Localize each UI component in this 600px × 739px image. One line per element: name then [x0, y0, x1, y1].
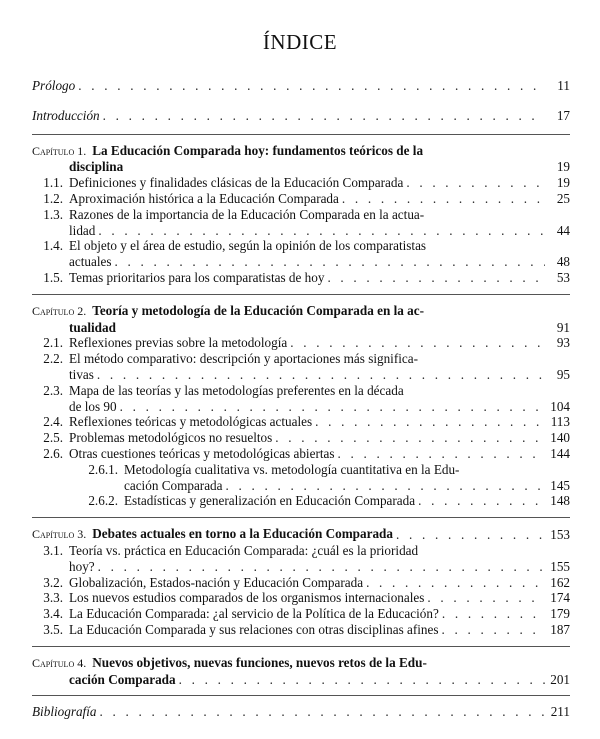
chapter-title-line1: Debates actuales en torno a la Educación Comparada	[92, 526, 393, 542]
page-number: 19	[556, 159, 570, 175]
toc-entry-2-6-1[interactable]	[32, 462, 570, 494]
entry-number: 1.2.	[43, 190, 63, 206]
chapter-1-heading[interactable]	[32, 143, 570, 176]
entry-title-line1: Metodología cualitativa vs. metodología cuantitativa en la Edu-	[124, 461, 460, 477]
page-number: 140	[550, 430, 570, 446]
leader-dots	[97, 367, 545, 383]
chapter-3-heading[interactable]	[32, 526, 570, 543]
leader-dots	[406, 175, 545, 191]
chapter-title-line1: Nuevos objetivos, nuevas funciones, nuevos retos de la Edu-	[92, 654, 427, 670]
toc-entry-2-6[interactable]	[32, 446, 570, 462]
toc-entry-1-2[interactable]	[32, 191, 570, 207]
entry-title: Reflexiones teóricas y metodológicas actuales	[69, 414, 313, 430]
toc-entry-3-2[interactable]	[32, 575, 570, 591]
entry-number: 1.3.	[43, 206, 63, 222]
leader-dots	[427, 590, 545, 606]
toc-entry-1-4[interactable]	[32, 238, 570, 270]
page-number: 104	[550, 398, 570, 414]
chapter-title-line2: tualidad	[69, 319, 116, 335]
entry-number: 2.6.	[43, 445, 63, 461]
entry-title: Estadísticas y generalización en Educación Comparada	[124, 493, 416, 509]
chapter-title-line1: La Educación Comparada hoy: fundamentos teóricos de la	[92, 142, 424, 158]
page-number: 91	[556, 319, 570, 335]
entry-title: Los nuevos estudios comparados de los organismos internacionales	[69, 590, 425, 606]
entry-number: 2.2.	[43, 351, 63, 367]
entry-label: Bibliografía	[32, 704, 97, 720]
entry-number: 3.4.	[43, 606, 63, 622]
leader-dots	[98, 223, 545, 239]
entry-title-line1: El objeto y el área de estudio, según la opinión de los comparatistas	[69, 238, 427, 254]
chapter-4-heading[interactable]	[32, 655, 570, 688]
page-number: 95	[556, 366, 570, 382]
toc-entry-prologo[interactable]	[32, 78, 570, 94]
page-number: 162	[550, 574, 570, 590]
entry-label: Prólogo	[32, 78, 76, 93]
chapter-label: Capítulo 1.	[32, 143, 87, 158]
entry-title-line1: Razones de la importancia de la Educación Comparada en la actua-	[69, 206, 425, 222]
entry-title: Reflexiones previas sobre la metodología	[69, 335, 288, 351]
entry-title-line2: de los 90	[69, 398, 117, 414]
entry-number: 2.5.	[43, 430, 63, 446]
entry-title: Otras cuestiones teóricas y metodológicas abiertas	[69, 445, 335, 461]
page-number: 155	[550, 558, 570, 574]
entry-number: 2.6.1.	[88, 461, 118, 477]
toc-entry-2-3[interactable]	[32, 383, 570, 415]
chapter-label: Capítulo 4.	[32, 655, 87, 670]
toc-entry-bibliografia[interactable]	[32, 704, 570, 720]
entry-number: 3.2.	[43, 574, 63, 590]
page-number: 187	[550, 621, 570, 637]
leader-dots	[418, 493, 545, 509]
entry-title: Aproximación histórica a la Educación Comparada	[69, 190, 339, 206]
entry-title-line1: Mapa de las teorías y las metodologías preferentes en la década	[69, 382, 404, 398]
divider	[32, 695, 570, 696]
toc-entry-2-5[interactable]	[32, 430, 570, 446]
page-number: 11	[557, 78, 570, 93]
chapter-title-line2: disciplina	[69, 159, 124, 175]
page-number: 44	[556, 222, 570, 238]
toc-entry-3-4[interactable]	[32, 606, 570, 622]
leader-dots	[442, 606, 545, 622]
entry-title-line2: hoy?	[69, 558, 95, 574]
leader-dots	[103, 108, 545, 124]
entry-number: 3.1.	[43, 542, 63, 558]
toc-entry-2-2[interactable]	[32, 351, 570, 383]
page-number: 53	[556, 269, 570, 285]
page-number: 145	[550, 477, 570, 493]
divider	[32, 646, 570, 647]
table-of-contents	[32, 76, 570, 720]
leader-dots	[327, 270, 545, 286]
entry-number: 1.1.	[43, 175, 63, 191]
entry-number: 3.3.	[43, 590, 63, 606]
entry-number: 1.5.	[43, 269, 63, 285]
entry-number: 2.1.	[43, 335, 63, 351]
chapter-title-line1: Teoría y metodología de la Educación Comparada en la ac-	[92, 302, 424, 318]
page-number: 211	[550, 704, 570, 720]
chapter-title-line2: cación Comparada	[69, 671, 176, 687]
leader-dots	[98, 559, 545, 575]
toc-entry-3-1[interactable]	[32, 543, 570, 575]
entry-title-line2: tivas	[69, 366, 94, 382]
entry-number: 2.4.	[43, 414, 63, 430]
page-title: ÍNDICE	[262, 30, 338, 54]
page-number: 174	[550, 590, 570, 606]
toc-entry-2-6-2[interactable]	[32, 493, 570, 509]
leader-dots	[290, 335, 545, 351]
leader-dots	[114, 254, 545, 270]
entry-title: Problemas metodológicos no resueltos	[69, 430, 273, 446]
page-number: 25	[556, 190, 570, 206]
page-number: 179	[550, 606, 570, 622]
entry-label: Introducción	[32, 107, 100, 123]
chapter-label: Capítulo 3.	[32, 527, 87, 542]
entry-number: 3.5.	[43, 621, 63, 637]
entry-title-line2: actuales	[69, 254, 112, 270]
toc-entry-3-3[interactable]	[32, 590, 570, 606]
page-number: 201	[550, 671, 570, 687]
leader-dots	[275, 430, 545, 446]
leader-dots	[226, 478, 546, 494]
leader-dots	[396, 527, 545, 543]
divider	[32, 134, 570, 135]
page-number: 93	[556, 335, 570, 351]
entry-title: La Educación Comparada: ¿al servicio de la Política de la Educación?	[69, 606, 439, 622]
toc-entry-1-5[interactable]	[32, 270, 570, 286]
entry-number: 2.6.2.	[88, 493, 118, 509]
leader-dots	[442, 622, 546, 638]
divider	[32, 294, 570, 295]
page-number: 113	[550, 414, 570, 430]
page-number: 144	[550, 445, 570, 461]
entry-title-line2: lidad	[69, 222, 96, 238]
entry-title: La Educación Comparada y sus relaciones con otras disciplinas afines	[69, 621, 439, 637]
entry-title-line1: Teoría vs. práctica en Educación Comparada: ¿cuál es la prioridad	[69, 542, 419, 558]
entry-title-line2: cación Comparada	[124, 477, 223, 493]
chapter-2-heading[interactable]	[32, 303, 570, 336]
toc-entry-introduccion[interactable]	[32, 108, 570, 124]
page-number: 19	[556, 175, 570, 191]
toc-entry-1-3[interactable]	[32, 207, 570, 239]
leader-dots	[99, 704, 545, 720]
chapter-label: Capítulo 2.	[32, 303, 87, 318]
leader-dots	[179, 672, 545, 688]
divider	[32, 517, 570, 518]
entry-title: Temas prioritarios para los comparatistas de hoy	[69, 269, 325, 285]
entry-number: 2.3.	[43, 382, 63, 398]
page-number: 48	[556, 254, 570, 270]
entry-title-line1: El método comparativo: descripción y aportaciones más significa-	[69, 351, 418, 367]
leader-dots	[315, 414, 545, 430]
leader-dots	[120, 399, 545, 415]
toc-entry-2-1[interactable]	[32, 335, 570, 351]
page-number: 148	[550, 493, 570, 509]
leader-dots	[338, 446, 546, 462]
toc-entry-3-5[interactable]	[32, 622, 570, 638]
leader-dots	[342, 191, 545, 207]
entry-title: Globalización, Estados-nación y Educación Comparada	[69, 574, 364, 590]
entry-number: 1.4.	[43, 238, 63, 254]
toc-entry-2-4[interactable]	[32, 414, 570, 430]
leader-dots	[366, 575, 545, 591]
leader-dots	[78, 78, 545, 94]
page-number: 153	[550, 527, 570, 543]
entry-title: Definiciones y finalidades clásicas de la Educación Comparada	[69, 175, 404, 191]
toc-entry-1-1[interactable]	[32, 175, 570, 191]
page-number: 17	[556, 107, 570, 123]
